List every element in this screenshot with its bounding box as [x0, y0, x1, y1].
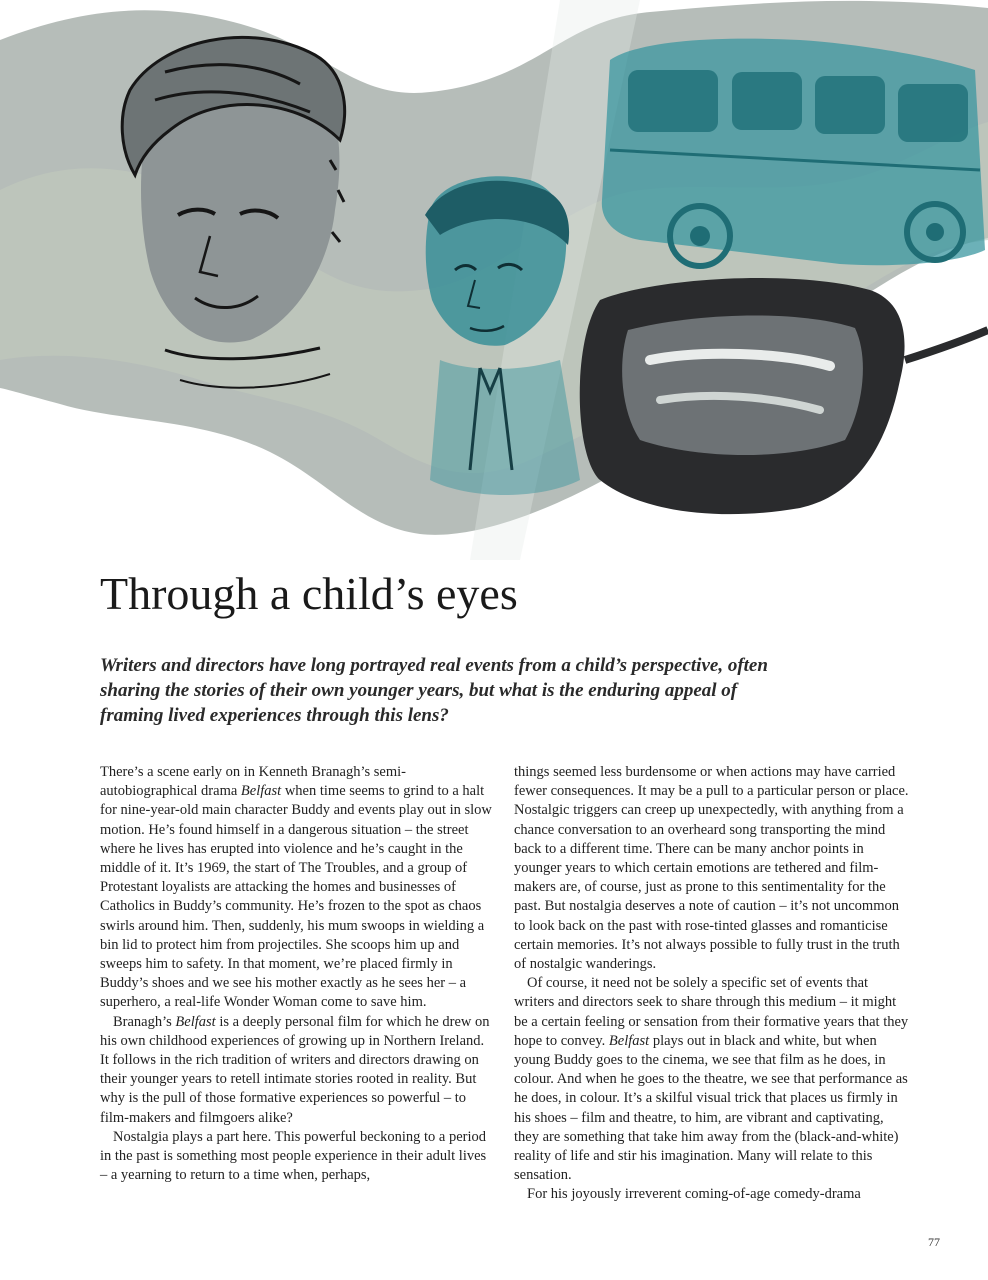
- standfirst: Writers and directors have long portrayed real events from a child’s perspective, often sharing the stories of their own younger years, but what is the enduring appeal of framing lived experiences through this lens?: [100, 655, 768, 726]
- bus-icon: [602, 39, 985, 266]
- body-paragraph: Nostalgia plays a part here. This powerful beckoning to a period in the past is something most people experience in their adult lives – a yearning to return to a time when, perhaps,: [100, 1128, 487, 1184]
- body-text: plays out in black and white, but when young Buddy goes to the cinema, we see that film as he does, in colour. And when he goes to the theatre, we see that performance as he does, in colour. It’s a skilful visual trick that places us firmly in his shoes – film and theatre, to him, are vibrant and captivating, they are something that take him away from the (black-and-white) reality of life and stir his imagination. Many will relate to this sensation.: [514, 1032, 908, 1184]
- body-text: There’s a scene early on in Kenneth Branagh’s semi-autobiographical drama: [100, 764, 407, 800]
- film-title: Belfast: [175, 1013, 216, 1030]
- left-column: [100, 763, 492, 1185]
- film-title: Belfast: [240, 783, 282, 800]
- body-paragraph: things seemed less burdensome or when actions may have carried fewer consequences. It may be a pull to a particular person or place. Nostalgic triggers can creep up unexpectedly, with anything from a chance conversation to an overheard song transporting the mind back to a different time. There can be many anchor points in younger years to which certain emotions are tethered and film-makers are, of course, just as prone to this sentimentality for the past. But nostalgia deserves a note of caution – it’s not uncommon to look back on the past with rose-tinted glasses and romanticise certain memories. It’s not always possible to fully trust in the truth of nostalgic wanderings.: [514, 764, 909, 973]
- body-text: when time seems to grind to a halt for nine-year-old main character Buddy and events play out in slow motion. He’s found himself in a dangerous situation – the street where he lives has erupted into violence and he’s caught in the middle of it. It’s 1969, the start of The Troubles, and a group of Protestant loyalists are attacking the homes and businesses of Catholics in Buddy’s community. He’s frozen to the spot as chaos swirls around him. Then, suddenly, his mum swoops in wielding a bin lid to protect him from projectiles. She scoops him up and sweeps him to safety. In that moment, we’re placed firmly in Buddy’s shoes and we see his mother exactly as he sees her – a superhero, a real-life Wonder Woman come to save him.: [100, 783, 492, 1011]
- body-paragraph: [100, 763, 492, 1013]
- body-paragraph: For his joyously irreverent coming-of-age comedy-drama: [527, 1186, 861, 1203]
- page-number: 77: [928, 1235, 940, 1249]
- page-title: Through a child’s eyes: [100, 568, 518, 619]
- watercolor-illustration: [0, 0, 988, 560]
- body-text: Branagh’s: [113, 1013, 176, 1030]
- wing-mirror-icon: [580, 278, 988, 514]
- header-illustration: [0, 0, 988, 560]
- body-paragraph: [100, 1013, 492, 1128]
- body-text: Of course, it need not be solely a specific set of events that writers and directors seek to share through this medium – it might be a certain feeling or sensation from their formative years that they hope to convey.: [514, 975, 909, 1049]
- film-title: Belfast: [608, 1032, 650, 1049]
- right-column: [514, 763, 910, 1205]
- body-text: is a deeply personal film for which he drew on his own childhood experiences of growing up in Northern Ireland. It follows in the rich tradition of writers and directors drawing on their younger years to retell intimate stories rooted in reality. But why is the pull of those formative experiences so powerful – to film-makers and filmgoers alike?: [100, 1013, 490, 1126]
- body-paragraph: [514, 974, 910, 1185]
